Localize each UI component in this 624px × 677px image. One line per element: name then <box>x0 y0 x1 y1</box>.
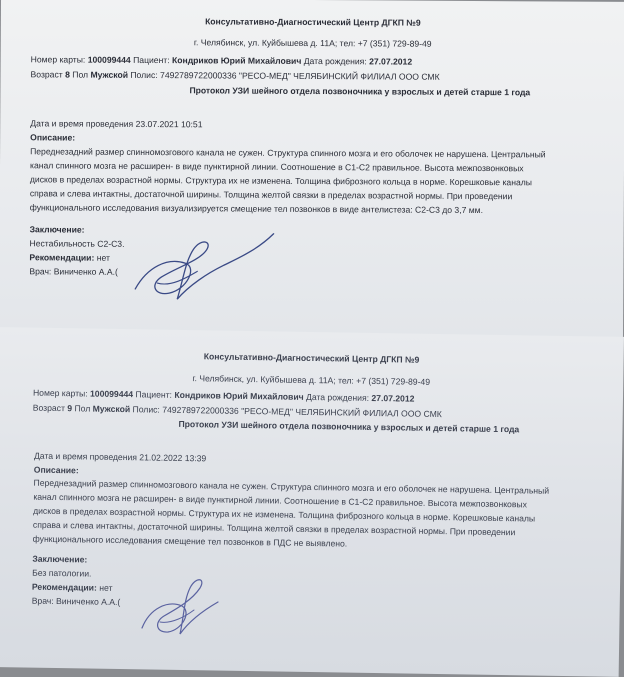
datetime-value: 21.02.2022 13:39 <box>139 452 207 464</box>
datetime-label: Дата и время проведения <box>30 118 134 129</box>
datetime-value: 23.07.2021 10:51 <box>135 118 203 130</box>
age-policy-line <box>31 69 440 82</box>
policy-value: 7492789722000336 "РЕСО-МЕД" ЧЕЛЯБИНСКИЙ ФИЛИАЛ ООО СМК <box>160 70 440 82</box>
doctor-name: Виниченко А.А.( <box>56 596 121 608</box>
age-value: 8 <box>65 69 70 80</box>
description-heading: Описание: <box>30 132 76 143</box>
recommendations-value: нет <box>96 252 110 263</box>
description-line: канал спинного мозга не расширен- в виде пунктирной линии. Соотношение в С1-С2 правильное. Высота межпозвонковых <box>33 491 528 510</box>
dob-value: 27.07.2012 <box>371 392 415 404</box>
card-patient-line <box>31 54 413 67</box>
description-line: дисков в пределах возрастной нормы. Структура их не изменена. Толщина фиброзного кольца в норме. Корешковые каналы <box>33 505 536 524</box>
doctor-label: Врач: <box>29 266 52 277</box>
sex-label: Пол <box>74 403 91 414</box>
conclusion-heading: Заключение: <box>29 224 85 235</box>
dob-label: Дата рождения: <box>305 391 370 403</box>
protocol-title: Протокол УЗИ шейного отдела позвоночника у взрослых и детей старше 1 года <box>189 85 531 98</box>
patient-label: Пациент: <box>133 54 170 66</box>
description-line: функционального исследования смещение тел позвонков в ПДС не выявлено. <box>32 533 348 549</box>
recommendations-line <box>29 252 110 263</box>
recommendations-label: Рекомендации: <box>29 252 95 263</box>
patient-name: Кондриков Юрий Михайлович <box>174 389 304 402</box>
description-heading: Описание: <box>33 464 79 476</box>
conclusion-text: Нестабильность С2-С3. <box>29 238 125 249</box>
description-line: Переднезадний размер спинномозгового канала не сужен. Структура спинного мозга и его оболочек не нарушена. Центральный <box>33 477 550 496</box>
card-label: Номер карты: <box>32 387 88 399</box>
recommendations-value: нет <box>99 582 113 593</box>
doctor-label: Врач: <box>31 595 54 606</box>
age-value: 9 <box>67 403 73 414</box>
doctor-line <box>32 596 121 608</box>
patient-name: Кондриков Юрий Михайлович <box>172 55 302 66</box>
description-line: справа и слева интактны, достаточной ширины. Толщина желтой связки в пределах возрастной нормы. При проведении <box>29 188 513 202</box>
age-label: Возраст <box>30 69 63 80</box>
description-line: Переднезадний размер спинномозгового канала не сужен. Структура спинного мозга и его оболочек не нарушена. Центральный <box>30 146 546 160</box>
age-label: Возраст <box>32 402 66 414</box>
policy-label: Полис: <box>132 404 160 415</box>
description-line: справа и слева интактны, достаточной ширины. Толщина желтой связки в пределах возрастной нормы. При проведении <box>32 519 516 538</box>
card-number: 100099444 <box>87 54 131 65</box>
card-number: 100099444 <box>89 388 134 400</box>
center-address: г. Челябинск, ул. Куйбышева д. 11А; тел: +7 (351) 729-89-49 <box>193 37 432 49</box>
datetime-line <box>30 118 202 130</box>
sex-value: Мужской <box>90 69 129 80</box>
datetime-line <box>34 451 206 465</box>
sex-value: Мужской <box>92 403 131 415</box>
protocol-sheet-2022 <box>0 327 624 677</box>
policy-label: Полис: <box>130 69 158 81</box>
recommendations-line <box>32 582 113 594</box>
sex-label: Пол <box>72 69 89 80</box>
doctor-line <box>29 266 118 278</box>
datetime-label: Дата и время проведения <box>33 450 138 463</box>
age-policy-line <box>33 403 442 420</box>
recommendations-label: Рекомендации: <box>31 581 97 593</box>
card-patient-line <box>33 388 415 405</box>
center-name: Консультативно-Диагностический Центр ДГКП №9 <box>205 16 421 28</box>
center-address: г. Челябинск, ул. Куйбышева д. 11А; тел: +7 (351) 729-89-49 <box>192 373 431 387</box>
policy-value: 7492789722000336 "РЕСО-МЕД" ЧЕЛЯБИНСКИЙ ФИЛИАЛ ООО СМК <box>162 404 442 420</box>
dob-label: Дата рождения: <box>303 55 367 67</box>
handwritten-signature <box>127 227 277 308</box>
center-name: Консультативно-Диагностический Центр ДГКП №9 <box>203 351 420 365</box>
conclusion-heading: Заключение: <box>32 553 88 565</box>
description-line: канал спинного мозга не расширен- в виде пунктирной линии. Соотношение в С1-С2 правильное. Высота межпозвонковых <box>29 160 524 174</box>
description-line: функционального исследования визуализируется смещение тел позвонков в виде антелистеза: С2-С3 до 3,7 мм. <box>29 202 484 216</box>
dob-value: 27.07.2012 <box>369 56 413 67</box>
doctor-name: Виниченко А.А.( <box>53 266 118 277</box>
conclusion-text: Без патологии. <box>32 567 92 579</box>
description-line: дисков в пределах возрастной нормы. Структура их не изменена. Толщина фиброзного кольца в норме. Корешковые каналы <box>29 174 532 188</box>
patient-label: Пациент: <box>135 389 173 400</box>
card-label: Номер карты: <box>30 54 86 65</box>
protocol-title: Протокол УЗИ шейного отдела позвоночника у взрослых и детей старше 1 года <box>178 418 520 435</box>
protocol-sheet-2021 <box>0 0 624 338</box>
